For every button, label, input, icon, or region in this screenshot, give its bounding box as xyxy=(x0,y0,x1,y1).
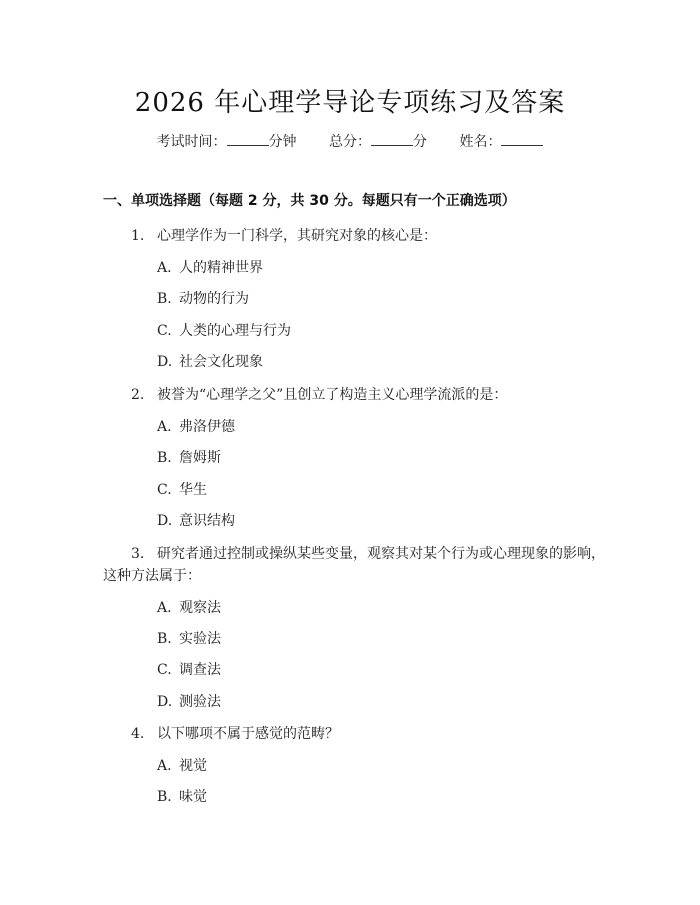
option-text: 意识结构 xyxy=(179,513,235,529)
student-name-blank xyxy=(501,133,543,146)
option-3c xyxy=(157,659,221,679)
option-2b xyxy=(157,447,221,467)
option-label: B. xyxy=(157,450,172,466)
option-1d xyxy=(157,351,263,371)
option-text: 华生 xyxy=(179,482,207,498)
option-text: 社会文化现象 xyxy=(179,354,263,370)
option-label: D. xyxy=(157,354,173,370)
question-number: 4. xyxy=(131,726,145,742)
student-name-label: 姓名： xyxy=(459,134,502,150)
option-label: A. xyxy=(157,260,172,276)
option-label: C. xyxy=(157,323,172,339)
exam-time-label: 考试时间： xyxy=(156,134,227,150)
option-text: 詹姆斯 xyxy=(179,450,221,466)
exam-time xyxy=(157,131,297,151)
option-label: D. xyxy=(157,513,173,529)
option-text: 动物的行为 xyxy=(179,291,249,307)
option-3b xyxy=(157,628,221,648)
total-score xyxy=(329,131,427,151)
option-text: 弗洛伊德 xyxy=(179,419,235,435)
exam-time-unit: 分钟 xyxy=(268,134,297,150)
option-text: 实验法 xyxy=(179,631,221,647)
question-text: 以下哪项不属于感觉的范畴？ xyxy=(157,726,339,742)
option-2a xyxy=(157,416,235,436)
option-label: A. xyxy=(157,600,172,616)
page-title: 2026 年心理学导论专项练习及答案 xyxy=(134,88,566,118)
question-4 xyxy=(131,723,339,743)
option-2c xyxy=(157,479,207,499)
option-label: A. xyxy=(157,758,172,774)
question-number: 1. xyxy=(131,228,145,244)
question-text: 心理学作为一门科学，其研究对象的核心是： xyxy=(157,228,437,244)
exam-time-blank xyxy=(227,133,269,146)
option-4a xyxy=(157,755,207,775)
question-text: 研究者通过控制或操纵某些变量，观察其对某个行为或心理现象的影响， xyxy=(157,546,605,562)
question-text: 被誉为“心理学之父”且创立了构造主义心理学流派的是： xyxy=(157,387,508,403)
option-label: C. xyxy=(157,482,172,498)
option-label: B. xyxy=(157,631,172,647)
option-label: A. xyxy=(157,419,172,435)
student-name xyxy=(459,131,543,151)
option-1c xyxy=(157,320,291,340)
option-label: D. xyxy=(157,694,173,710)
option-label: B. xyxy=(157,789,172,805)
option-3a xyxy=(157,597,221,617)
option-2d xyxy=(157,510,235,530)
total-score-unit: 分 xyxy=(413,134,427,150)
option-label: B. xyxy=(157,291,172,307)
option-text: 观察法 xyxy=(179,600,221,616)
option-text: 人的精神世界 xyxy=(179,260,263,276)
section-heading: 一、单项选择题（每题 2 分，共 30 分。每题只有一个正确选项） xyxy=(103,193,516,209)
option-label: C. xyxy=(157,662,172,678)
option-text: 调查法 xyxy=(179,662,221,678)
option-3d xyxy=(157,691,221,711)
question-number: 3. xyxy=(131,546,145,562)
question-3 xyxy=(131,543,605,563)
question-2 xyxy=(131,384,507,404)
question-1 xyxy=(131,225,437,245)
option-1a xyxy=(157,257,263,277)
option-text: 视觉 xyxy=(179,758,207,774)
question-3-continued: 这种方法属于： xyxy=(103,568,201,584)
total-score-blank xyxy=(371,133,413,146)
option-text: 测验法 xyxy=(179,694,221,710)
option-text: 味觉 xyxy=(179,789,207,805)
question-number: 2. xyxy=(131,387,145,403)
option-1b xyxy=(157,288,249,308)
option-text: 人类的心理与行为 xyxy=(179,323,291,339)
exam-meta xyxy=(0,131,700,151)
option-4b xyxy=(157,786,207,806)
total-score-label: 总分： xyxy=(329,134,371,150)
